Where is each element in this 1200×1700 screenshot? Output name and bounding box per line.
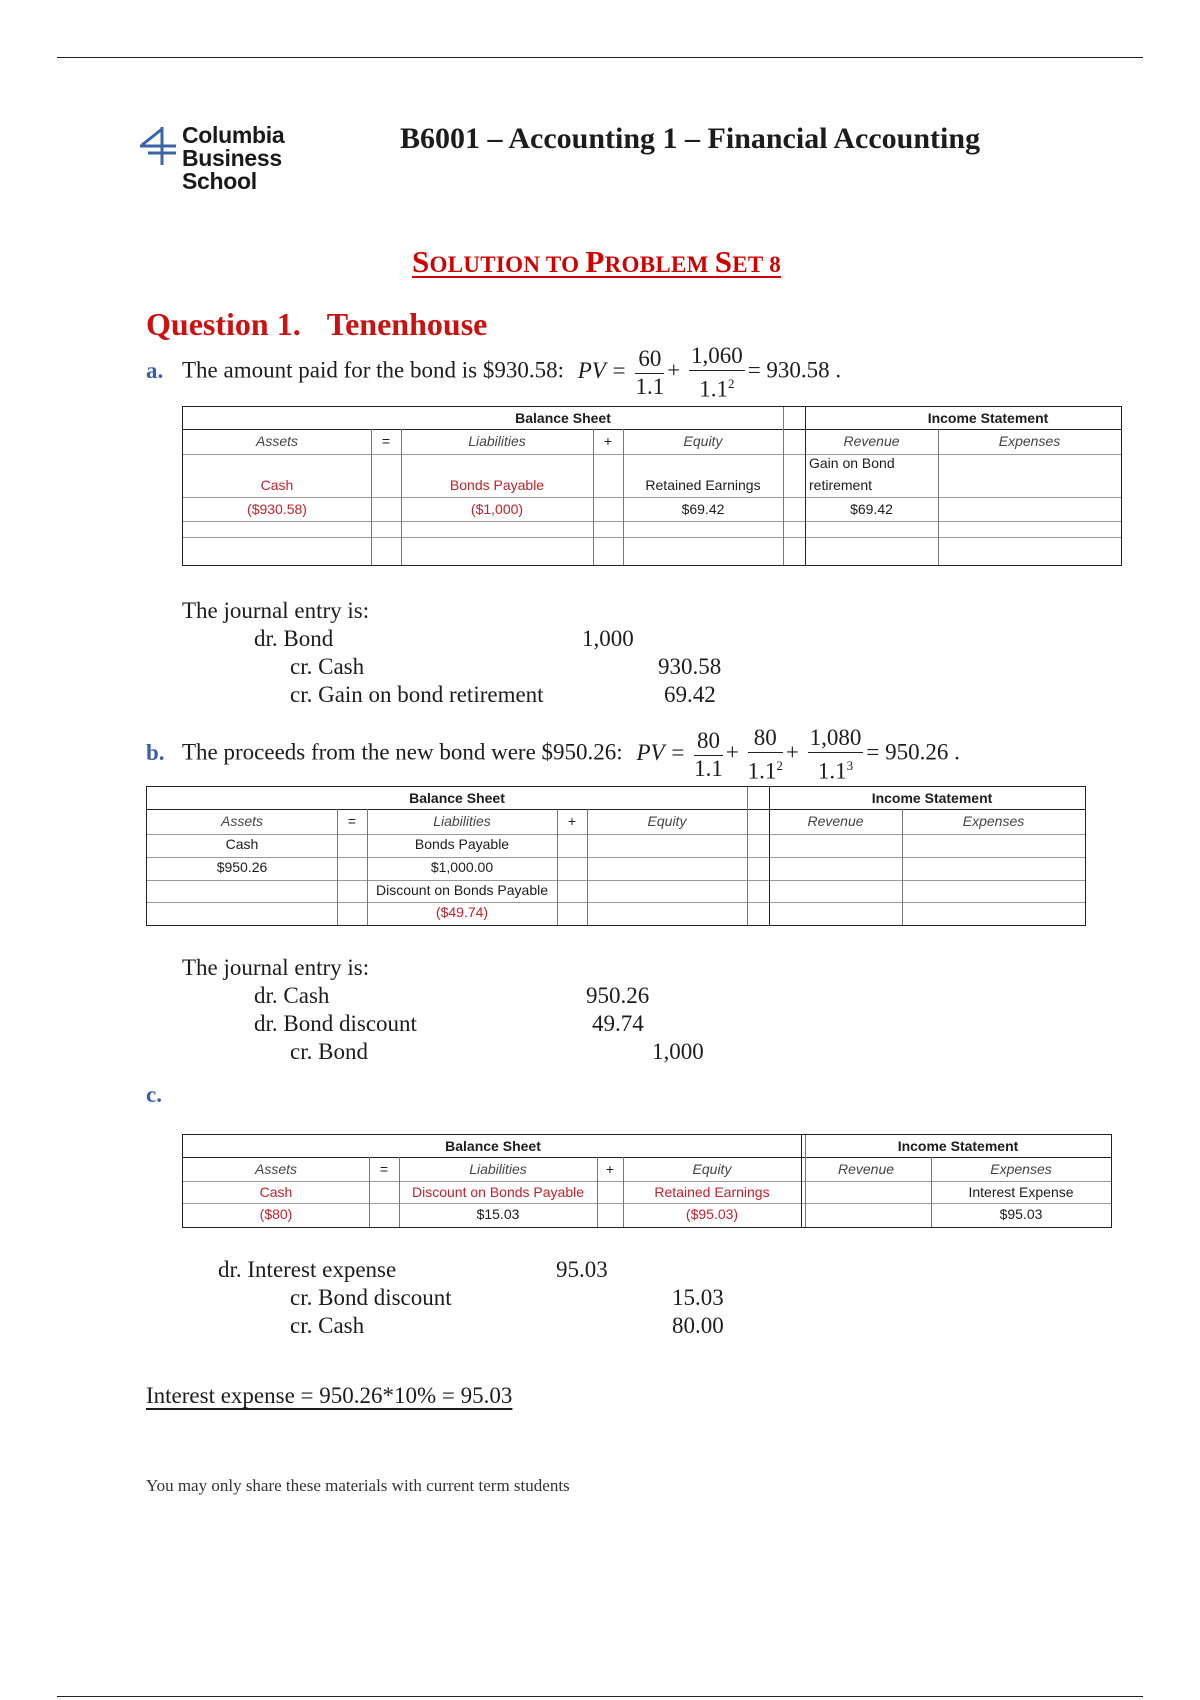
- journal-c-line-3-cr: 80.00: [672, 1313, 724, 1338]
- col-assets: Assets: [220, 813, 263, 829]
- journal-intro-a: The journal entry is:: [182, 598, 370, 623]
- bonds-payable-label: Bonds Payable: [449, 477, 545, 493]
- bonds-payable-label: Bonds Payable: [414, 836, 510, 852]
- col-revenue: Revenue: [807, 813, 864, 829]
- bonds-payable-amount: ($1,000): [470, 501, 524, 517]
- part-a-text: a. The amount paid for the bond is $930.58: PV = $\frac{60}{1.1}$ + $\frac{1,060}{1.1^2}$ = 930.58 .: [146, 343, 842, 402]
- col-eq: =: [381, 433, 391, 449]
- journal-b-line-2: dr. Bond discount: [254, 1011, 417, 1036]
- income-statement-header: Income Statement: [897, 1138, 1019, 1154]
- discount-label: Discount on Bonds Payable: [376, 882, 548, 898]
- top-rule: [57, 57, 1143, 58]
- col-liabilities: Liabilities: [468, 433, 526, 449]
- journal-a-line-2: cr. Cash: [290, 654, 365, 679]
- col-eq: =: [379, 1161, 389, 1177]
- balance-sheet-header: Balance Sheet: [445, 1138, 541, 1154]
- journal-a-line-1: dr. Bond: [254, 626, 334, 651]
- journal-a-line-3: cr. Gain on bond retirement: [290, 682, 544, 707]
- col-eq: =: [347, 813, 357, 829]
- balance-sheet-table-b: [146, 786, 1086, 926]
- gain-label-2: retirement: [809, 477, 873, 493]
- col-plus: +: [567, 813, 577, 829]
- solution-title: SOLUTION TO PROBLEM SET 8: [412, 244, 781, 279]
- journal-c-line-2: cr. Bond discount: [290, 1285, 452, 1310]
- col-assets: Assets: [255, 433, 298, 449]
- col-expenses: Expenses: [962, 813, 1025, 829]
- interest-expense-label: Interest Expense: [968, 1184, 1074, 1200]
- logo-line-2: Business: [182, 145, 282, 171]
- logo-line-1: Columbia: [182, 122, 285, 148]
- gain-amount: $69.42: [850, 501, 893, 517]
- col-plus: +: [603, 433, 613, 449]
- logo-line-3: School: [182, 168, 257, 194]
- col-equity: Equity: [683, 433, 723, 449]
- cash-amount: $950.26: [216, 859, 268, 875]
- journal-c-line-2-cr: 15.03: [672, 1285, 724, 1310]
- retained-earnings-label: Retained Earnings: [654, 1184, 770, 1200]
- part-a-label: a.: [146, 357, 164, 383]
- fraction: $\frac{1,080}{1.1^3}$: [809, 725, 862, 784]
- cash-label: Cash: [259, 1184, 293, 1200]
- journal-c-line-1: dr. Interest expense: [218, 1257, 397, 1282]
- columbia-logo: [138, 124, 284, 193]
- cash-label: Cash: [225, 836, 259, 852]
- income-statement-header: Income Statement: [927, 410, 1049, 426]
- col-liabilities: Liabilities: [469, 1161, 527, 1177]
- discount-amount: $15.03: [476, 1206, 520, 1222]
- journal-b-line-3-cr: 1,000: [652, 1039, 704, 1064]
- journal-b-line-2-dr: 49.74: [592, 1011, 644, 1036]
- balance-sheet-table-c: [182, 1134, 1112, 1228]
- col-revenue: Revenue: [837, 1161, 895, 1177]
- journal-c-line-3: cr. Cash: [290, 1313, 365, 1338]
- gain-label-1: Gain on Bond: [809, 455, 895, 471]
- col-plus: +: [605, 1161, 615, 1177]
- interest-expense-amount: $95.03: [999, 1206, 1043, 1222]
- journal-c-line-1-dr: 95.03: [556, 1257, 608, 1282]
- journal-a-line-2-cr: 930.58: [658, 654, 722, 679]
- fraction: $\frac{60}{1.1}$: [635, 345, 665, 399]
- retained-earnings-amount: $69.42: [681, 501, 725, 517]
- course-title: B6001 – Accounting 1 – Financial Accounting: [400, 122, 981, 155]
- part-b-label: b.: [146, 739, 165, 765]
- cash-amount: ($930.58): [247, 501, 307, 517]
- fraction: $\frac{80}{1.1^2}$: [747, 725, 783, 784]
- income-statement-header: Income Statement: [871, 790, 993, 806]
- fraction: $\frac{80}{1.1}$: [694, 727, 723, 781]
- retained-earnings-label: Retained Earnings: [645, 477, 761, 493]
- journal-b-line-1-dr: 950.26: [586, 983, 650, 1008]
- col-equity: Equity: [647, 813, 687, 829]
- footer-note: You may only share these materials with current term students: [146, 1476, 570, 1495]
- journal-intro-b: The journal entry is:: [182, 955, 370, 980]
- balance-sheet-header: Balance Sheet: [515, 410, 611, 426]
- col-expenses: Expenses: [998, 433, 1061, 449]
- journal-b-line-3: cr. Bond: [290, 1039, 368, 1064]
- columbia-crown-icon: [138, 127, 178, 165]
- col-liabilities: Liabilities: [433, 813, 491, 829]
- bonds-payable-amount: $1,000.00: [430, 859, 494, 875]
- cash-amount: ($80): [259, 1206, 293, 1222]
- col-revenue: Revenue: [843, 433, 900, 449]
- part-c-label: c.: [146, 1082, 162, 1107]
- part-b-text: b. The proceeds from the new bond were $950.26: PV = $\frac{80}{1.1}$ + $\frac{80}{1.1^2}$ + $\frac{1,080}{1.1^3}$ = 950.26 .: [146, 725, 960, 784]
- col-expenses: Expenses: [990, 1161, 1052, 1177]
- balance-sheet-table-a: [182, 406, 1122, 566]
- balance-sheet-header: Balance Sheet: [409, 790, 505, 806]
- journal-a-line-3-cr: 69.42: [664, 682, 716, 707]
- discount-amount: ($49.74): [435, 904, 489, 920]
- journal-a-line-1-dr: 1,000: [582, 626, 634, 651]
- interest-formula: Interest expense = 950.26*10% = 95.03: [146, 1383, 513, 1408]
- question-heading: Question 1. Tenenhouse: [146, 306, 488, 342]
- discount-label: Discount on Bonds Payable: [412, 1184, 584, 1200]
- cash-label: Cash: [260, 477, 294, 493]
- fraction: $\frac{1,060}{1.1^2}$: [690, 343, 743, 402]
- retained-earnings-amount: ($95.03): [685, 1206, 739, 1222]
- col-equity: Equity: [692, 1161, 732, 1177]
- col-assets: Assets: [254, 1161, 297, 1177]
- bottom-rule: [57, 1696, 1143, 1697]
- journal-b-line-1: dr. Cash: [254, 983, 330, 1008]
